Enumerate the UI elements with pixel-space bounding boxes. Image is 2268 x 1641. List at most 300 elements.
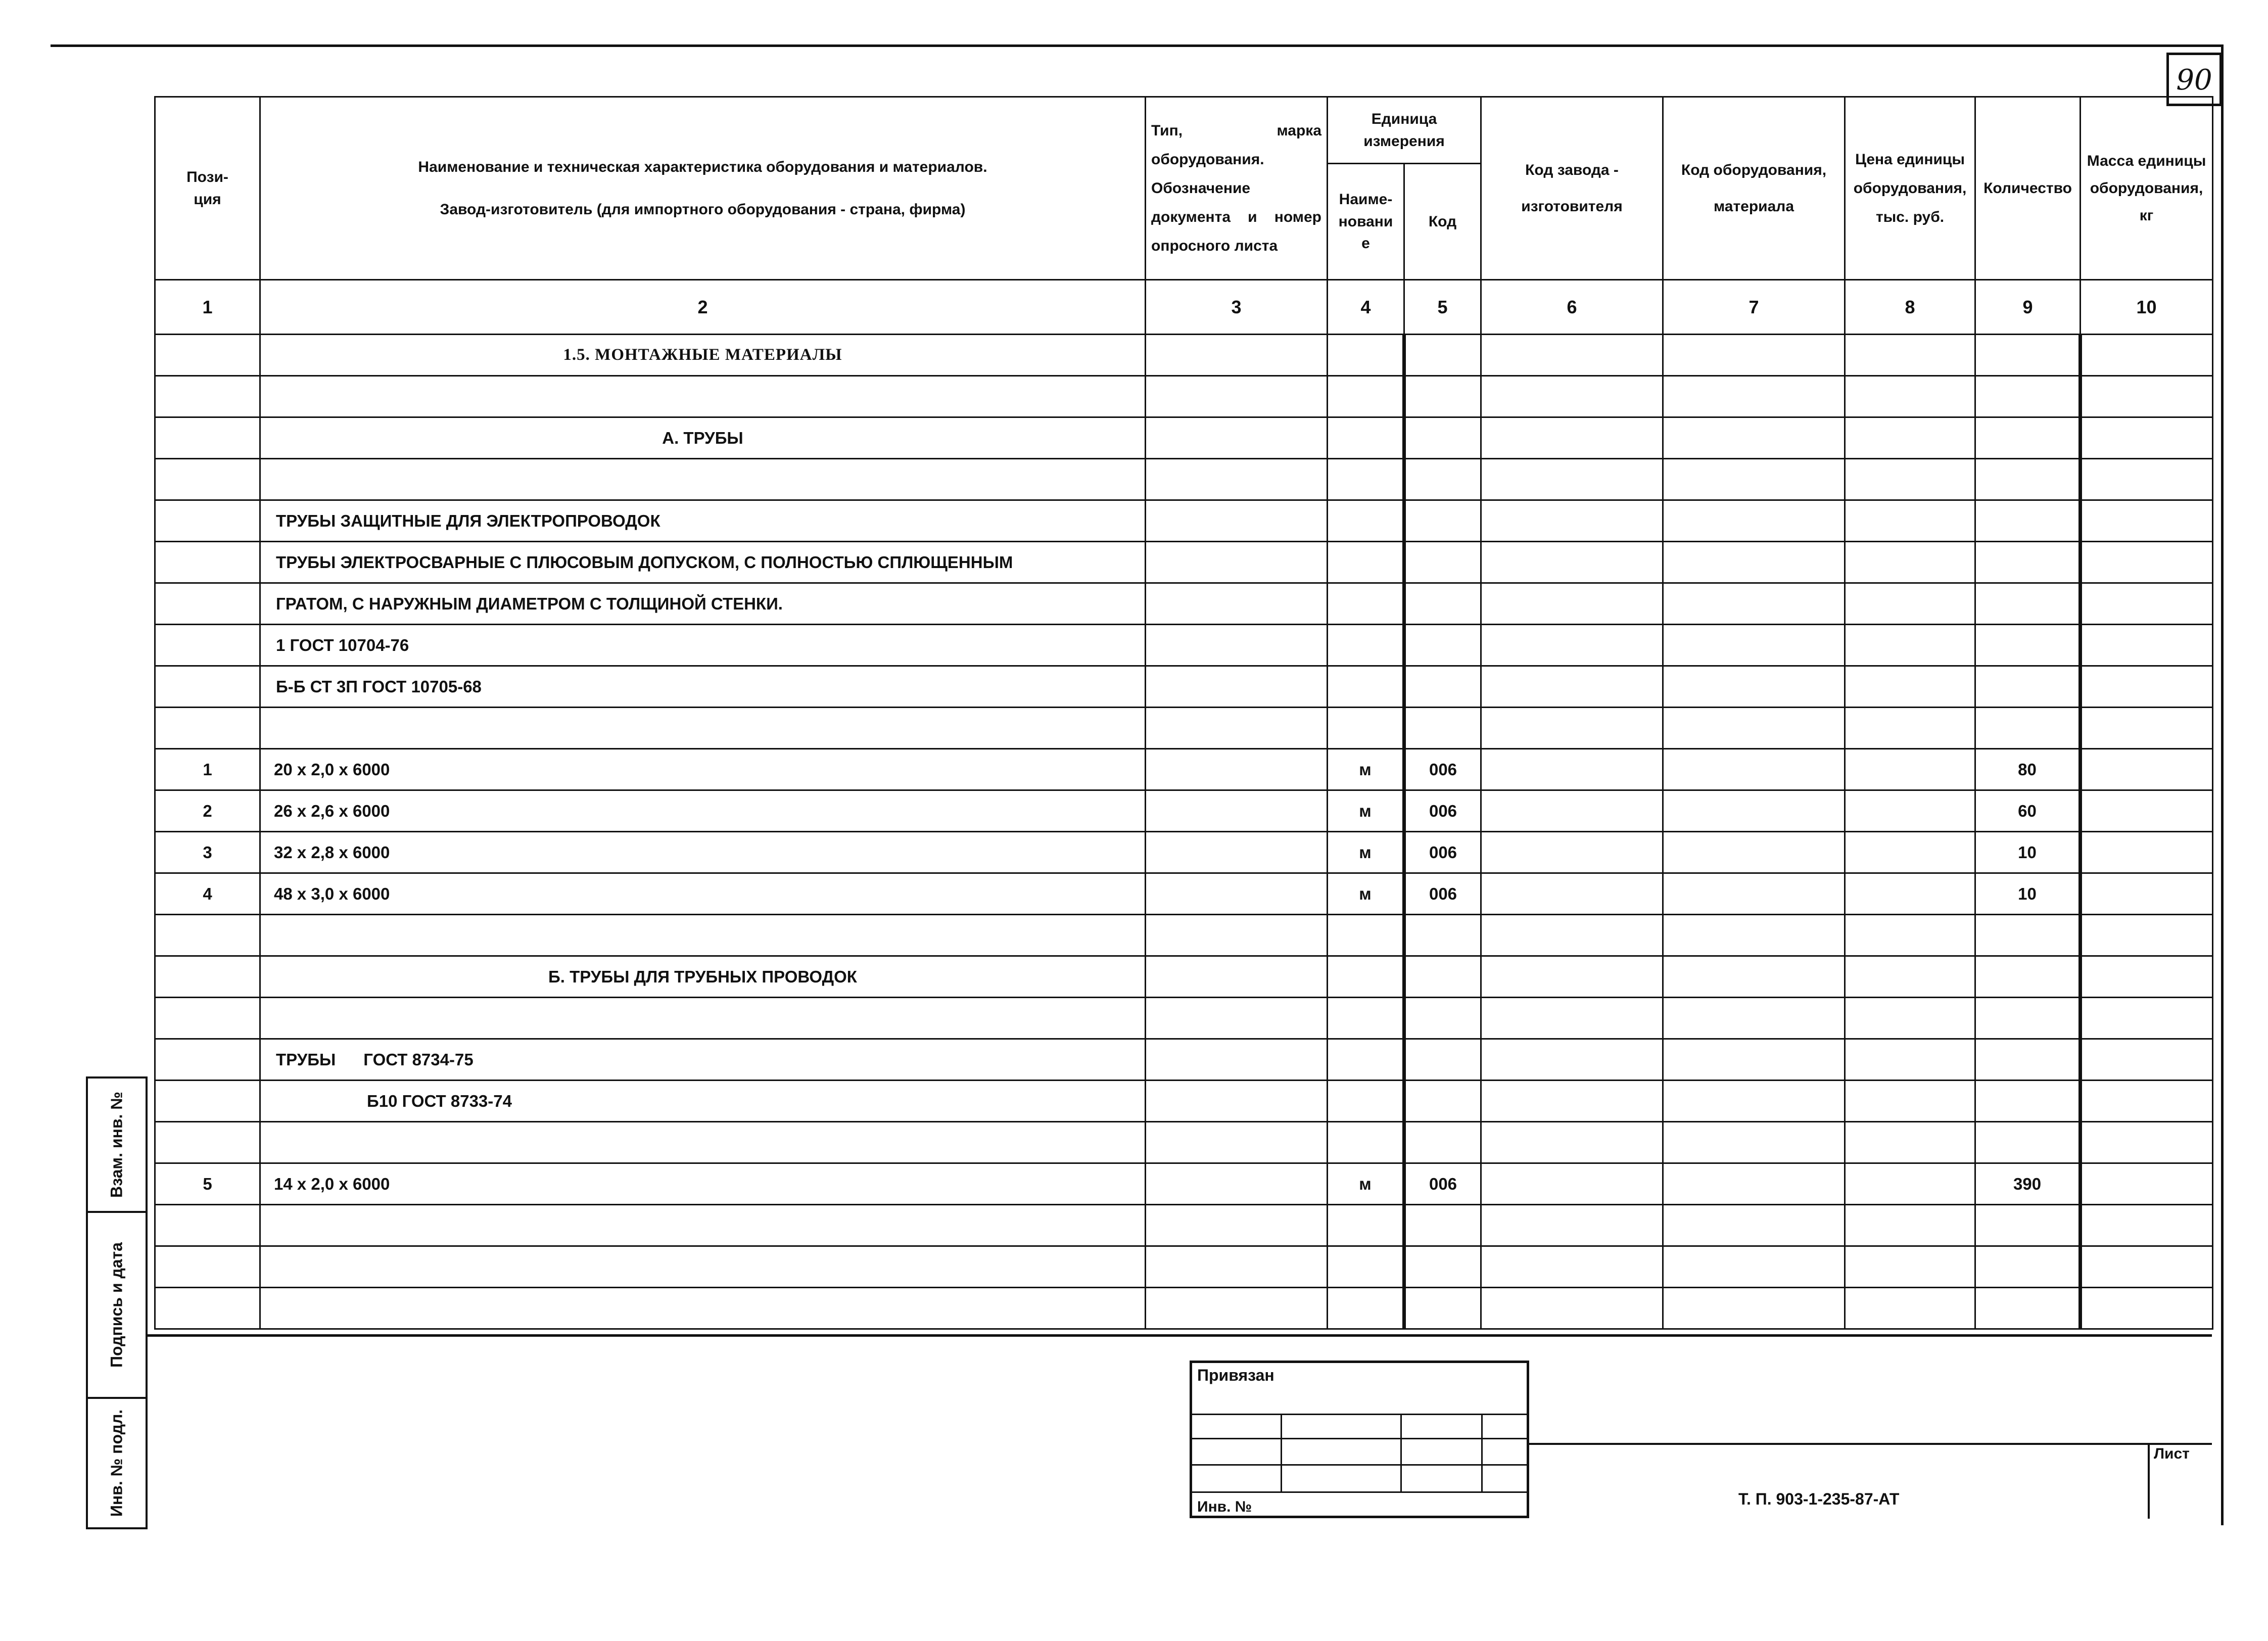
table-row xyxy=(155,459,2213,500)
description-text: ГРАТОМ, С НАРУЖНЫМ ДИАМЕТРОМ С ТОЛЩИНОЙ СТЕНКИ. xyxy=(260,583,1146,625)
table-row xyxy=(155,335,2213,376)
cell-col-6 xyxy=(1481,459,1663,500)
cell-col-4 xyxy=(1328,500,1404,542)
header-unit-group: Единица измерения xyxy=(1328,97,1481,164)
cell-col-8 xyxy=(1845,335,1975,376)
cell-col-1 xyxy=(155,1205,260,1246)
column-number-7: 7 xyxy=(1663,280,1845,335)
cell-col-7 xyxy=(1663,1163,1845,1205)
cell-col-10 xyxy=(2081,1039,2213,1081)
description-text: ТРУБЫ ЗАЩИТНЫЕ ДЛЯ ЭЛЕКТРОПРОВОДОК xyxy=(260,500,1146,542)
cell-col-3 xyxy=(1146,790,1328,832)
cell-col-6 xyxy=(1481,376,1663,417)
cell-col-3 xyxy=(1146,542,1328,583)
cell-col-8 xyxy=(1845,1163,1975,1205)
cell-col-7 xyxy=(1663,749,1845,790)
cell-col-3 xyxy=(1146,1122,1328,1163)
cell-col-7 xyxy=(1663,998,1845,1039)
cell-col-8 xyxy=(1845,915,1975,956)
table-row xyxy=(155,417,2213,459)
cell-col-8 xyxy=(1845,376,1975,417)
cell-col-6 xyxy=(1481,1163,1663,1205)
cell-col-10 xyxy=(2081,1246,2213,1288)
cell-col-7 xyxy=(1663,625,1845,666)
table-row xyxy=(155,1122,2213,1163)
cell-col-2 xyxy=(260,998,1146,1039)
cell-col-4 xyxy=(1328,1288,1404,1329)
cell-col-3 xyxy=(1146,335,1328,376)
unit-code: 006 xyxy=(1404,749,1481,790)
cell-col-10 xyxy=(2081,1081,2213,1122)
cell-col-8 xyxy=(1845,832,1975,873)
cell-col-6 xyxy=(1481,708,1663,749)
cell-col-5 xyxy=(1404,1246,1481,1288)
cell-col-2 xyxy=(260,1246,1146,1288)
cell-col-5 xyxy=(1404,376,1481,417)
column-number-row xyxy=(155,280,2213,335)
cell-col-10 xyxy=(2081,583,2213,625)
cell-col-3 xyxy=(1146,625,1328,666)
cell-col-1 xyxy=(155,459,260,500)
column-number-1: 1 xyxy=(155,280,260,335)
unit-code: 006 xyxy=(1404,832,1481,873)
cell-col-6 xyxy=(1481,1122,1663,1163)
cell-col-6 xyxy=(1481,956,1663,998)
unit-name: м xyxy=(1328,873,1404,915)
cell-col-9 xyxy=(1975,1205,2081,1246)
cell-col-8 xyxy=(1845,998,1975,1039)
description-text: Б-Б СТ 3П ГОСТ 10705-68 xyxy=(260,666,1146,708)
position-number: 2 xyxy=(155,790,260,832)
cell-col-10 xyxy=(2081,873,2213,915)
item-name: 32 x 2,8 x 6000 xyxy=(260,832,1146,873)
description-text: 1 ГОСТ 10704-76 xyxy=(260,625,1146,666)
header-mass: Масса единицы оборудования, кг xyxy=(2081,97,2213,280)
table-row-item xyxy=(155,832,2213,873)
cell-col-10 xyxy=(2081,625,2213,666)
cell-col-8 xyxy=(1845,1081,1975,1122)
cell-col-2 xyxy=(260,1205,1146,1246)
cell-col-4 xyxy=(1328,1205,1404,1246)
quantity: 60 xyxy=(1975,790,2081,832)
cell-col-1 xyxy=(155,335,260,376)
cell-col-4 xyxy=(1328,1081,1404,1122)
cell-col-8 xyxy=(1845,790,1975,832)
unit-code: 006 xyxy=(1404,1163,1481,1205)
cell-col-10 xyxy=(2081,335,2213,376)
privyazan-stamp xyxy=(1190,1361,1529,1518)
cell-col-8 xyxy=(1845,583,1975,625)
cell-col-5 xyxy=(1404,1288,1481,1329)
cell-col-6 xyxy=(1481,500,1663,542)
table-body xyxy=(155,335,2213,1329)
item-name: 48 x 3,0 x 6000 xyxy=(260,873,1146,915)
column-number-5: 5 xyxy=(1404,280,1481,335)
table-row xyxy=(155,1246,2213,1288)
cell-col-4 xyxy=(1328,459,1404,500)
cell-col-10 xyxy=(2081,956,2213,998)
cell-col-6 xyxy=(1481,1246,1663,1288)
cell-col-7 xyxy=(1663,708,1845,749)
description-text: ТРУБЫ ЭЛЕКТРОСВАРНЫЕ С ПЛЮСОВЫМ ДОПУСКОМ, С ПОЛНОСТЬЮ СПЛЮЩЕННЫМ xyxy=(260,542,1146,583)
cell-col-5 xyxy=(1404,956,1481,998)
column-number-9: 9 xyxy=(1975,280,2081,335)
unit-code: 006 xyxy=(1404,790,1481,832)
cell-col-4 xyxy=(1328,583,1404,625)
table-row xyxy=(155,708,2213,749)
cell-col-9 xyxy=(1975,1122,2081,1163)
header-unit-name: Наиме-нование xyxy=(1328,164,1404,280)
cell-col-1 xyxy=(155,1246,260,1288)
header-price: Цена единицы оборудования, тыс. руб. xyxy=(1845,97,1975,280)
table-row xyxy=(155,1081,2213,1122)
table-row xyxy=(155,542,2213,583)
cell-col-5 xyxy=(1404,1205,1481,1246)
table-row-item xyxy=(155,749,2213,790)
side-stamp-inv-podl-label: Инв. № подл. xyxy=(107,1409,126,1517)
cell-col-7 xyxy=(1663,956,1845,998)
cell-col-8 xyxy=(1845,625,1975,666)
quantity: 80 xyxy=(1975,749,2081,790)
cell-col-5 xyxy=(1404,500,1481,542)
item-name: 20 x 2,0 x 6000 xyxy=(260,749,1146,790)
cell-col-6 xyxy=(1481,583,1663,625)
cell-col-10 xyxy=(2081,790,2213,832)
cell-col-1 xyxy=(155,708,260,749)
cell-col-1 xyxy=(155,1122,260,1163)
table-row xyxy=(155,376,2213,417)
cell-col-9 xyxy=(1975,1081,2081,1122)
cell-col-6 xyxy=(1481,625,1663,666)
cell-col-1 xyxy=(155,666,260,708)
cell-col-4 xyxy=(1328,998,1404,1039)
subsection-title: А. ТРУБЫ xyxy=(260,417,1146,459)
cell-col-6 xyxy=(1481,832,1663,873)
cell-col-5 xyxy=(1404,1122,1481,1163)
list-label: Лист xyxy=(2154,1445,2190,1462)
cell-col-9 xyxy=(1975,625,2081,666)
cell-col-6 xyxy=(1481,1205,1663,1246)
cell-col-1 xyxy=(155,998,260,1039)
cell-col-3 xyxy=(1146,956,1328,998)
cell-col-7 xyxy=(1663,832,1845,873)
cell-col-7 xyxy=(1663,1288,1845,1329)
cell-col-5 xyxy=(1404,583,1481,625)
cell-col-10 xyxy=(2081,1288,2213,1329)
cell-col-6 xyxy=(1481,998,1663,1039)
cell-col-6 xyxy=(1481,417,1663,459)
cell-col-8 xyxy=(1845,542,1975,583)
cell-col-8 xyxy=(1845,1205,1975,1246)
table-row xyxy=(155,1205,2213,1246)
cell-col-5 xyxy=(1404,998,1481,1039)
table-row xyxy=(155,666,2213,708)
cell-col-4 xyxy=(1328,542,1404,583)
privyazan-label: Привязан xyxy=(1197,1366,1274,1384)
quantity: 10 xyxy=(1975,873,2081,915)
cell-col-3 xyxy=(1146,459,1328,500)
cell-col-6 xyxy=(1481,1288,1663,1329)
cell-col-6 xyxy=(1481,1039,1663,1081)
cell-col-9 xyxy=(1975,708,2081,749)
cell-col-9 xyxy=(1975,459,2081,500)
cell-col-9 xyxy=(1975,915,2081,956)
cell-col-1 xyxy=(155,625,260,666)
cell-col-9 xyxy=(1975,1039,2081,1081)
table-row-item xyxy=(155,873,2213,915)
cell-col-7 xyxy=(1663,1039,1845,1081)
unit-name: м xyxy=(1328,749,1404,790)
cell-col-3 xyxy=(1146,873,1328,915)
title-block-line xyxy=(1529,1443,2212,1445)
cell-col-10 xyxy=(2081,1163,2213,1205)
cell-col-7 xyxy=(1663,915,1845,956)
cell-col-4 xyxy=(1328,666,1404,708)
side-stamp-podpis-label: Подпись и дата xyxy=(107,1242,126,1368)
section-title: 1.5. МОНТАЖНЫЕ МАТЕРИАЛЫ xyxy=(260,335,1146,376)
table-row xyxy=(155,583,2213,625)
cell-col-2 xyxy=(260,915,1146,956)
cell-col-3 xyxy=(1146,1288,1328,1329)
cell-col-2 xyxy=(260,1288,1146,1329)
cell-col-7 xyxy=(1663,500,1845,542)
cell-col-7 xyxy=(1663,1205,1845,1246)
cell-col-7 xyxy=(1663,542,1845,583)
cell-col-4 xyxy=(1328,335,1404,376)
header-name xyxy=(260,97,1146,280)
table-row xyxy=(155,500,2213,542)
cell-col-1 xyxy=(155,1039,260,1081)
cell-col-3 xyxy=(1146,708,1328,749)
position-number: 3 xyxy=(155,832,260,873)
header-position: Пози- ция xyxy=(155,97,260,280)
cell-col-5 xyxy=(1404,542,1481,583)
cell-col-7 xyxy=(1663,376,1845,417)
cell-col-9 xyxy=(1975,1246,2081,1288)
position-number: 4 xyxy=(155,873,260,915)
cell-col-10 xyxy=(2081,708,2213,749)
cell-col-3 xyxy=(1146,500,1328,542)
cell-col-7 xyxy=(1663,1122,1845,1163)
cell-col-9 xyxy=(1975,583,2081,625)
cell-col-7 xyxy=(1663,459,1845,500)
cell-col-4 xyxy=(1328,1122,1404,1163)
cell-col-3 xyxy=(1146,1205,1328,1246)
cell-col-9 xyxy=(1975,417,2081,459)
cell-col-3 xyxy=(1146,417,1328,459)
header-name-line2: Завод-изготовитель (для импортного оборудования - страна, фирма) xyxy=(440,201,966,218)
column-number-3: 3 xyxy=(1146,280,1328,335)
cell-col-9 xyxy=(1975,666,2081,708)
unit-name: м xyxy=(1328,790,1404,832)
cell-col-3 xyxy=(1146,1039,1328,1081)
cell-col-2 xyxy=(260,708,1146,749)
header-material-code: Код оборудования, материала xyxy=(1663,97,1845,280)
cell-col-8 xyxy=(1845,749,1975,790)
cell-col-10 xyxy=(2081,749,2213,790)
cell-col-1 xyxy=(155,500,260,542)
position-number: 5 xyxy=(155,1163,260,1205)
header-name-line1: Наименование и техническая характеристика оборудования и материалов. xyxy=(418,159,987,175)
description-text: ТРУБЫ ГОСТ 8734-75 xyxy=(260,1039,1146,1081)
cell-col-7 xyxy=(1663,873,1845,915)
cell-col-5 xyxy=(1404,459,1481,500)
cell-col-8 xyxy=(1845,956,1975,998)
cell-col-8 xyxy=(1845,708,1975,749)
side-stamp-vzam-label: Взам. инв. № xyxy=(107,1092,126,1198)
cell-col-7 xyxy=(1663,1246,1845,1288)
table-row xyxy=(155,1039,2213,1081)
cell-col-1 xyxy=(155,1081,260,1122)
specification-table xyxy=(154,96,2213,1330)
cell-col-10 xyxy=(2081,1205,2213,1246)
cell-col-10 xyxy=(2081,832,2213,873)
cell-col-8 xyxy=(1845,873,1975,915)
cell-col-6 xyxy=(1481,542,1663,583)
cell-col-7 xyxy=(1663,666,1845,708)
cell-col-9 xyxy=(1975,542,2081,583)
cell-col-2 xyxy=(260,1122,1146,1163)
cell-col-5 xyxy=(1404,417,1481,459)
cell-col-3 xyxy=(1146,1081,1328,1122)
cell-col-10 xyxy=(2081,998,2213,1039)
cell-col-6 xyxy=(1481,915,1663,956)
inv-no-label: Инв. № xyxy=(1197,1498,1252,1515)
table-row-item xyxy=(155,1163,2213,1205)
cell-col-4 xyxy=(1328,956,1404,998)
page-number: 90 xyxy=(2166,53,2222,106)
cell-col-4 xyxy=(1328,708,1404,749)
column-number-8: 8 xyxy=(1845,280,1975,335)
cell-col-3 xyxy=(1146,583,1328,625)
cell-col-4 xyxy=(1328,1246,1404,1288)
cell-col-8 xyxy=(1845,1039,1975,1081)
cell-col-9 xyxy=(1975,998,2081,1039)
cell-col-10 xyxy=(2081,376,2213,417)
cell-col-1 xyxy=(155,542,260,583)
position-number: 1 xyxy=(155,749,260,790)
cell-col-6 xyxy=(1481,335,1663,376)
cell-col-5 xyxy=(1404,335,1481,376)
cell-col-2 xyxy=(260,459,1146,500)
cell-col-10 xyxy=(2081,417,2213,459)
cell-col-10 xyxy=(2081,500,2213,542)
table-row-item xyxy=(155,790,2213,832)
cell-col-10 xyxy=(2081,542,2213,583)
unit-name: м xyxy=(1328,832,1404,873)
cell-col-4 xyxy=(1328,1039,1404,1081)
column-number-10: 10 xyxy=(2081,280,2213,335)
cell-col-5 xyxy=(1404,666,1481,708)
description-text: Б10 ГОСТ 8733-74 xyxy=(260,1081,1146,1122)
cell-col-3 xyxy=(1146,1163,1328,1205)
cell-col-4 xyxy=(1328,625,1404,666)
header-unit-code: Код xyxy=(1404,164,1481,280)
cell-col-7 xyxy=(1663,1081,1845,1122)
cell-col-7 xyxy=(1663,417,1845,459)
cell-col-8 xyxy=(1845,459,1975,500)
cell-col-10 xyxy=(2081,1122,2213,1163)
cell-col-1 xyxy=(155,417,260,459)
header-quantity: Количество xyxy=(1975,97,2081,280)
privyazan-grid xyxy=(1190,1414,1529,1493)
cell-col-1 xyxy=(155,376,260,417)
cell-col-5 xyxy=(1404,708,1481,749)
cell-col-6 xyxy=(1481,790,1663,832)
cell-col-6 xyxy=(1481,749,1663,790)
cell-col-3 xyxy=(1146,1246,1328,1288)
cell-col-3 xyxy=(1146,998,1328,1039)
cell-col-6 xyxy=(1481,1081,1663,1122)
cell-col-5 xyxy=(1404,1039,1481,1081)
cell-col-8 xyxy=(1845,500,1975,542)
table-row xyxy=(155,1288,2213,1329)
cell-col-3 xyxy=(1146,832,1328,873)
cell-col-3 xyxy=(1146,376,1328,417)
table-row xyxy=(155,956,2213,998)
table-row xyxy=(155,998,2213,1039)
cell-col-1 xyxy=(155,956,260,998)
cell-col-6 xyxy=(1481,873,1663,915)
side-stamp-inv-podl xyxy=(86,1397,148,1529)
cell-col-9 xyxy=(1975,376,2081,417)
column-number-2: 2 xyxy=(260,280,1146,335)
cell-col-1 xyxy=(155,1288,260,1329)
cell-col-7 xyxy=(1663,790,1845,832)
table-row xyxy=(155,625,2213,666)
table-row xyxy=(155,915,2213,956)
cell-col-5 xyxy=(1404,1081,1481,1122)
header-type: Тип, марка оборудования. Обозначение документа и номер опросного листа xyxy=(1146,97,1328,280)
document-code: Т. П. 903-1-235-87-АТ xyxy=(1738,1490,1900,1508)
cell-col-8 xyxy=(1845,666,1975,708)
cell-col-4 xyxy=(1328,417,1404,459)
cell-col-10 xyxy=(2081,915,2213,956)
cell-col-3 xyxy=(1146,915,1328,956)
cell-col-1 xyxy=(155,915,260,956)
cell-col-7 xyxy=(1663,583,1845,625)
subsection-title: Б. ТРУБЫ ДЛЯ ТРУБНЫХ ПРОВОДОК xyxy=(260,956,1146,998)
unit-name: м xyxy=(1328,1163,1404,1205)
unit-code: 006 xyxy=(1404,873,1481,915)
column-number-4: 4 xyxy=(1328,280,1404,335)
cell-col-5 xyxy=(1404,625,1481,666)
cell-col-3 xyxy=(1146,749,1328,790)
cell-col-9 xyxy=(1975,335,2081,376)
side-stamp-vzam xyxy=(86,1076,148,1213)
cell-col-1 xyxy=(155,583,260,625)
item-name: 26 x 2,6 x 6000 xyxy=(260,790,1146,832)
cell-col-8 xyxy=(1845,1288,1975,1329)
cell-col-8 xyxy=(1845,417,1975,459)
cell-col-3 xyxy=(1146,666,1328,708)
quantity: 10 xyxy=(1975,832,2081,873)
bottom-line xyxy=(148,1334,2212,1337)
cell-col-9 xyxy=(1975,1288,2081,1329)
cell-col-9 xyxy=(1975,956,2081,998)
cell-col-8 xyxy=(1845,1122,1975,1163)
column-number-6: 6 xyxy=(1481,280,1663,335)
cell-col-2 xyxy=(260,376,1146,417)
item-name: 14 x 2,0 x 6000 xyxy=(260,1163,1146,1205)
header-factory-code: Код завода - изготовителя xyxy=(1481,97,1663,280)
cell-col-4 xyxy=(1328,915,1404,956)
cell-col-9 xyxy=(1975,500,2081,542)
cell-col-5 xyxy=(1404,915,1481,956)
cell-col-4 xyxy=(1328,376,1404,417)
quantity: 390 xyxy=(1975,1163,2081,1205)
cell-col-10 xyxy=(2081,666,2213,708)
